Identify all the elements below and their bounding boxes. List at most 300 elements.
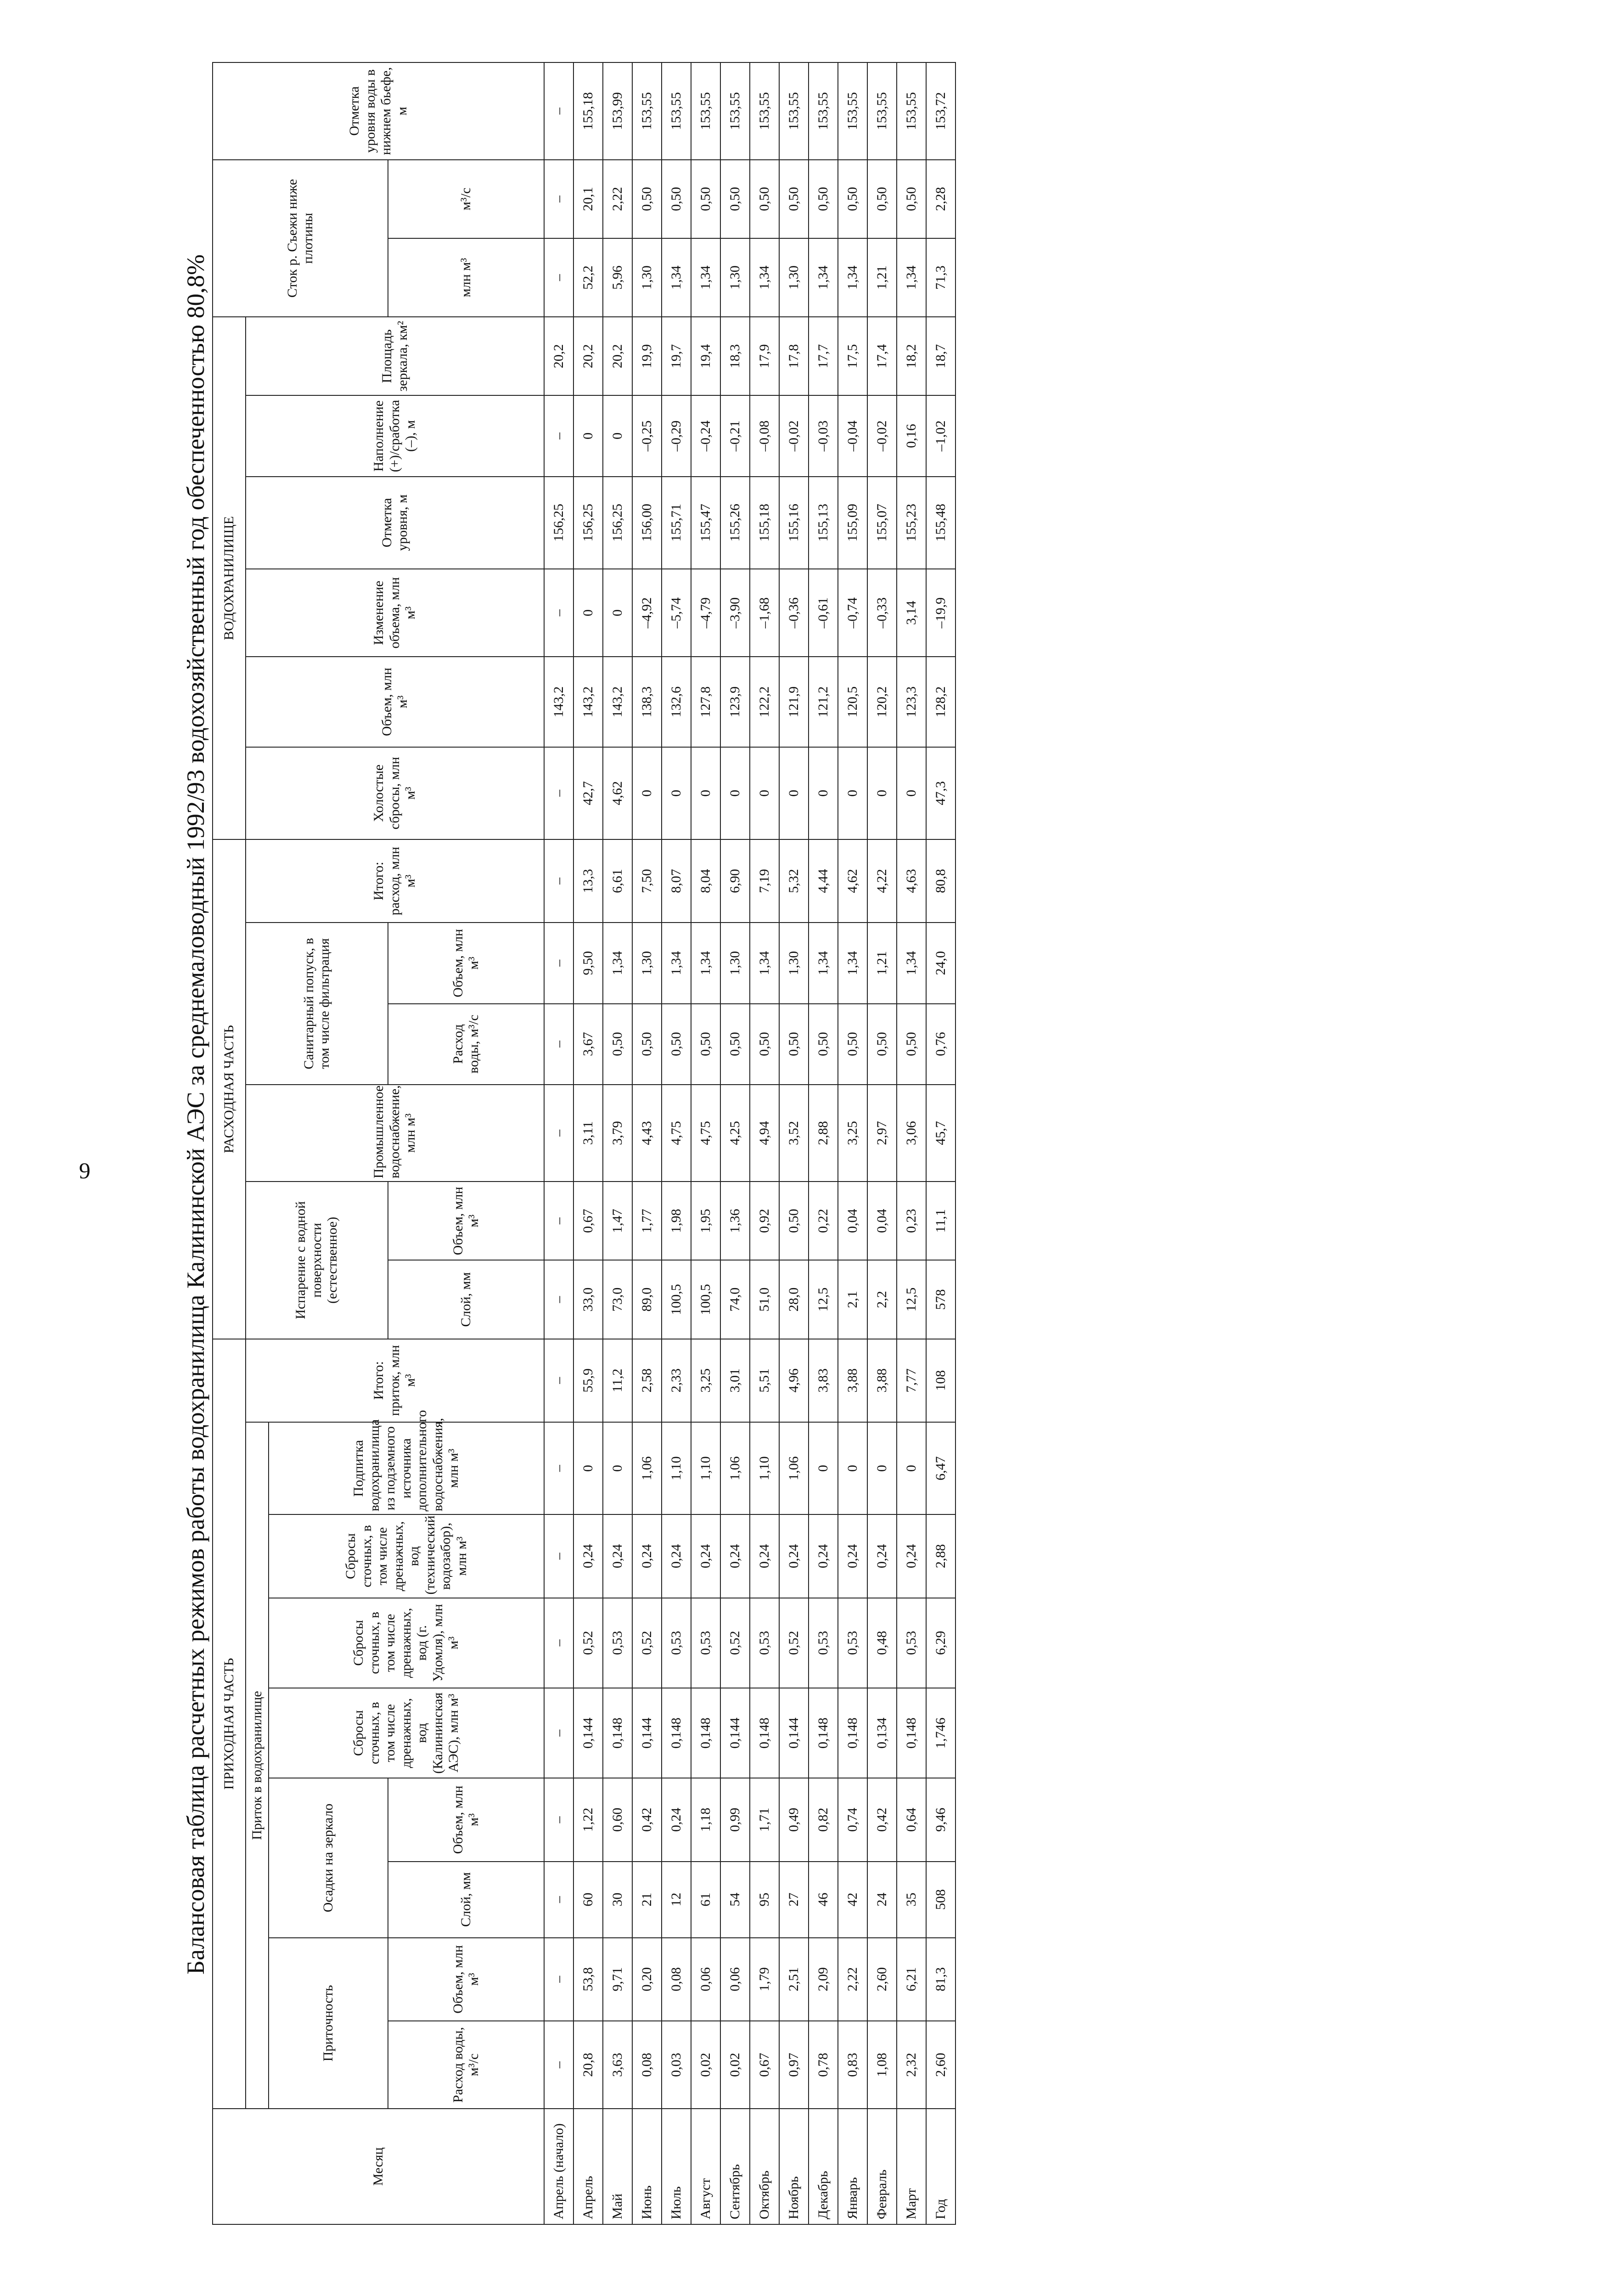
table-cell-ind: 3,79 <box>603 1085 632 1182</box>
table-cell-q: 0,02 <box>691 2021 720 2109</box>
table-cell-vol: 120,2 <box>867 657 897 747</box>
month-cell: Январь <box>838 2109 867 2224</box>
table-cell-dt: 0,24 <box>603 1514 632 1598</box>
table-cell-vol: 127,8 <box>691 657 720 747</box>
table-cell-fd: –0,03 <box>809 395 838 476</box>
table-cell-pl: – <box>544 1862 573 1938</box>
month-cell: Год <box>926 2109 955 2224</box>
table-cell-sq: – <box>544 1004 573 1085</box>
table-cell-sv: 9,50 <box>573 923 603 1003</box>
table-cell-gw: – <box>544 1422 573 1514</box>
header-sanitary-flow: Расход воды, м³/с <box>388 1004 544 1085</box>
header-evap-layer: Слой, мм <box>388 1260 544 1339</box>
table-cell-gw: 0 <box>838 1422 867 1514</box>
header-precip-volume: Объем, млн м³ <box>388 1778 544 1861</box>
table-cell-rq: 2,22 <box>603 160 632 238</box>
table-cell-gw: 1,10 <box>662 1422 691 1514</box>
header-inflow-to-reservoir: Приток в водохранилище <box>246 1422 269 2109</box>
table-cell-rv: 1,34 <box>838 238 867 317</box>
table-cell-ti: 5,51 <box>750 1339 779 1422</box>
table-cell-gw: 1,10 <box>691 1422 720 1514</box>
header-tributary-flow: Расход воды, м³/с <box>388 2021 544 2109</box>
table-cell-fd: 0,16 <box>897 395 926 476</box>
table-cell-dt: 0,24 <box>838 1514 867 1598</box>
table-row <box>779 62 809 2224</box>
table-cell-area: 19,4 <box>691 317 720 395</box>
header-runoff-mln: млн м³ <box>388 238 544 317</box>
table-cell-fd: –0,02 <box>867 395 897 476</box>
header-tributary-volume: Объем, млн м³ <box>388 1938 544 2021</box>
table-cell-sv: 1,30 <box>720 923 750 1003</box>
header-industrial-supply: Промышленное водоснабжение, млн м³ <box>246 1085 544 1182</box>
page-title: Балансовая таблица расчетных режимов работы водохранилища Калининской АЭС за среднемаловодный 1992/93 водохозяйственный год обеспеченностью 80,8% <box>182 254 209 1975</box>
table-cell-dt: 0,24 <box>750 1514 779 1598</box>
header-evap-volume: Объем, млн м³ <box>388 1182 544 1260</box>
table-cell-ind: 2,88 <box>809 1085 838 1182</box>
table-cell-ev: 0,04 <box>867 1182 897 1260</box>
table-cell-pv: 0,24 <box>662 1778 691 1861</box>
table-cell-fd: –0,29 <box>662 395 691 476</box>
table-cell-sq: 0,50 <box>779 1004 809 1085</box>
table-cell-area: 19,7 <box>662 317 691 395</box>
table-cell-pl: 35 <box>897 1862 926 1938</box>
table-cell-el: 28,0 <box>779 1260 809 1339</box>
table-cell-lvl: 155,07 <box>867 477 897 569</box>
table-cell-rv: 1,34 <box>662 238 691 317</box>
table-cell-v: 2,60 <box>867 1938 897 2021</box>
header-discharge-kaes: Сбросы сточных, в том числе дренажных, вод (Калининская АЭС), млн м³ <box>269 1688 544 1778</box>
table-cell-vol: 132,6 <box>662 657 691 747</box>
table-cell-el: 100,5 <box>691 1260 720 1339</box>
table-cell-el: 73,0 <box>603 1260 632 1339</box>
table-cell-el: 2,1 <box>838 1260 867 1339</box>
month-cell: Ноябрь <box>779 2109 809 2224</box>
table-cell-vol: 121,2 <box>809 657 838 747</box>
table-cell-dv: –0,36 <box>779 569 809 657</box>
table-cell-v: 2,22 <box>838 1938 867 2021</box>
table-cell-el: 12,5 <box>897 1260 926 1339</box>
table-cell-rv: 1,21 <box>867 238 897 317</box>
table-cell-dk: 0,144 <box>632 1688 662 1778</box>
table-cell-rv: 71,3 <box>926 238 955 317</box>
table-cell-el: 51,0 <box>750 1260 779 1339</box>
table-cell-idle: 0 <box>809 747 838 839</box>
table-cell-dk: 0,148 <box>838 1688 867 1778</box>
table-row <box>750 62 779 2224</box>
table-cell-rq: 0,50 <box>720 160 750 238</box>
table-cell-v: 1,79 <box>750 1938 779 2021</box>
table-cell-du: 0,53 <box>662 1598 691 1688</box>
table-row <box>926 62 955 2224</box>
header-volume-change: Изменение объема, млн м³ <box>246 569 544 657</box>
table-cell-fd: –0,24 <box>691 395 720 476</box>
table-cell-pv: 1,22 <box>573 1778 603 1861</box>
header-idle-discharge: Холостые сбросы, млн м³ <box>246 747 544 839</box>
table-cell-te: 8,07 <box>662 839 691 923</box>
table-cell-vol: 138,3 <box>632 657 662 747</box>
month-cell: Декабрь <box>809 2109 838 2224</box>
table-cell-rq: 0,50 <box>750 160 779 238</box>
table-cell-dk: 0,148 <box>662 1688 691 1778</box>
table-cell-ti: 3,88 <box>838 1339 867 1422</box>
header-runoff-below-dam: Сток р. Съежи ниже плотины <box>213 160 388 317</box>
header-mirror-area: Площадь зеркала, км² <box>246 317 544 395</box>
table-cell-fd: –0,08 <box>750 395 779 476</box>
header-runoff-m3s: м³/с <box>388 160 544 238</box>
table-cell-sv: 1,34 <box>750 923 779 1003</box>
table-cell-sv: 24,0 <box>926 923 955 1003</box>
table-cell-du: 6,29 <box>926 1598 955 1688</box>
header-sanitary-volume: Объем, млн м³ <box>388 923 544 1003</box>
table-cell-ti: 11,2 <box>603 1339 632 1422</box>
table-cell-pl: 54 <box>720 1862 750 1938</box>
table-cell-sv: 1,21 <box>867 923 897 1003</box>
table-cell-rv: 1,34 <box>897 238 926 317</box>
table-cell-v: – <box>544 1938 573 2021</box>
month-cell: Февраль <box>867 2109 897 2224</box>
table-cell-ev: 0,23 <box>897 1182 926 1260</box>
table-cell-el: 100,5 <box>662 1260 691 1339</box>
table-cell-gw: 1,06 <box>779 1422 809 1514</box>
table-cell-area: 19,9 <box>632 317 662 395</box>
table-cell-pl: 24 <box>867 1862 897 1938</box>
table-cell-idle: 0 <box>838 747 867 839</box>
table-cell-q: 0,78 <box>809 2021 838 2109</box>
table-cell-area: 17,7 <box>809 317 838 395</box>
table-cell-pv: 0,49 <box>779 1778 809 1861</box>
table-cell-dv: 3,14 <box>897 569 926 657</box>
table-cell-pl: 95 <box>750 1862 779 1938</box>
table-cell-rq: 0,50 <box>867 160 897 238</box>
table-row <box>867 62 897 2224</box>
table-cell-lvl: 156,25 <box>573 477 603 569</box>
table-cell-ti: 7,77 <box>897 1339 926 1422</box>
table-cell-du: 0,53 <box>750 1598 779 1688</box>
table-cell-rq: 0,50 <box>779 160 809 238</box>
table-cell-du: 0,53 <box>691 1598 720 1688</box>
table-cell-dt: 0,24 <box>632 1514 662 1598</box>
table-cell-fd: –0,25 <box>632 395 662 476</box>
table-cell-du: 0,53 <box>603 1598 632 1688</box>
table-cell-pl: 42 <box>838 1862 867 1938</box>
table-cell-du: 0,52 <box>720 1598 750 1688</box>
table-cell-idle: 0 <box>691 747 720 839</box>
table-row <box>544 62 573 2224</box>
table-cell-ev: 1,36 <box>720 1182 750 1260</box>
table-cell-ind: 4,94 <box>750 1085 779 1182</box>
table-cell-du: 0,52 <box>632 1598 662 1688</box>
table-cell-area: 17,5 <box>838 317 867 395</box>
table-cell-dk: 0,148 <box>750 1688 779 1778</box>
table-cell-rv: 52,2 <box>573 238 603 317</box>
table-cell-v: 53,8 <box>573 1938 603 2021</box>
table-cell-idle: 4,62 <box>603 747 632 839</box>
table-cell-dt: 0,24 <box>809 1514 838 1598</box>
table-cell-te: 13,3 <box>573 839 603 923</box>
table-cell-rq: – <box>544 160 573 238</box>
table-cell-dk: 0,144 <box>779 1688 809 1778</box>
table-cell-sq: 0,50 <box>897 1004 926 1085</box>
table-cell-idle: 0 <box>662 747 691 839</box>
table-cell-pl: 46 <box>809 1862 838 1938</box>
table-cell-pv: 0,64 <box>897 1778 926 1861</box>
table-cell-dv: –0,61 <box>809 569 838 657</box>
table-cell-te: 5,32 <box>779 839 809 923</box>
table-cell-lvl: 155,48 <box>926 477 955 569</box>
table-cell-ind: 4,75 <box>691 1085 720 1182</box>
table-cell-area: 20,2 <box>573 317 603 395</box>
table-cell-idle: 47,3 <box>926 747 955 839</box>
table-row <box>691 62 720 2224</box>
table-cell-pl: 508 <box>926 1862 955 1938</box>
balance-table <box>212 62 956 2225</box>
month-cell: Март <box>897 2109 926 2224</box>
table-cell-lvl: 156,25 <box>544 477 573 569</box>
table-cell-area: 17,9 <box>750 317 779 395</box>
table-row <box>897 62 926 2224</box>
table-cell-ind: – <box>544 1085 573 1182</box>
table-cell-sv: – <box>544 923 573 1003</box>
table-cell-rv: 1,34 <box>691 238 720 317</box>
table-cell-ev: 0,67 <box>573 1182 603 1260</box>
table-cell-lp: 153,99 <box>603 62 632 160</box>
table-cell-q: 1,08 <box>867 2021 897 2109</box>
header-fill-drawdown: Наполнение (+)/сработка (–), м <box>246 395 544 476</box>
table-cell-rv: – <box>544 238 573 317</box>
table-cell-rv: 1,30 <box>720 238 750 317</box>
table-cell-pl: 21 <box>632 1862 662 1938</box>
table-cell-lvl: 156,25 <box>603 477 632 569</box>
table-cell-dv: –0,33 <box>867 569 897 657</box>
table-cell-lp: 153,55 <box>897 62 926 160</box>
table-cell-dk: 0,148 <box>809 1688 838 1778</box>
table-cell-lvl: 156,00 <box>632 477 662 569</box>
table-cell-dt: 0,24 <box>573 1514 603 1598</box>
header-total-inflow: Итого: приток, млн м³ <box>246 1339 544 1422</box>
table-cell-vol: 121,9 <box>779 657 809 747</box>
table-cell-dk: – <box>544 1688 573 1778</box>
table-cell-ind: 3,11 <box>573 1085 603 1182</box>
table-cell-q: 0,83 <box>838 2021 867 2109</box>
table-cell-sq: 3,67 <box>573 1004 603 1085</box>
table-cell-du: 0,53 <box>897 1598 926 1688</box>
table-cell-dv: 0 <box>573 569 603 657</box>
table-cell-sv: 1,34 <box>691 923 720 1003</box>
table-cell-ind: 4,43 <box>632 1085 662 1182</box>
table-cell-dt: 0,24 <box>779 1514 809 1598</box>
table-cell-sq: 0,50 <box>691 1004 720 1085</box>
table-cell-fd: –1,02 <box>926 395 955 476</box>
month-cell: Апрель (начало) <box>544 2109 573 2224</box>
header-tributary: Приточность <box>269 1938 388 2109</box>
table-cell-ti: 3,83 <box>809 1339 838 1422</box>
table-cell-gw: 0 <box>809 1422 838 1514</box>
table-cell-rq: 0,50 <box>632 160 662 238</box>
header-evaporation: Испарение с водной поверхности (естественное) <box>246 1182 388 1339</box>
table-cell-lvl: 155,18 <box>750 477 779 569</box>
table-cell-ti: 108 <box>926 1339 955 1422</box>
table-cell-ind: 4,75 <box>662 1085 691 1182</box>
balance-table-container <box>212 62 956 2225</box>
table-cell-dv: –3,90 <box>720 569 750 657</box>
table-cell-te: 4,62 <box>838 839 867 923</box>
table-cell-lp: 153,55 <box>838 62 867 160</box>
header-month: Месяц <box>213 2109 544 2224</box>
header-precip: Осадки на зеркало <box>269 1778 388 1937</box>
table-cell-fd: –0,02 <box>779 395 809 476</box>
table-cell-pl: 12 <box>662 1862 691 1938</box>
table-cell-dv: – <box>544 569 573 657</box>
table-cell-v: 0,20 <box>632 1938 662 2021</box>
table-cell-te: 6,61 <box>603 839 632 923</box>
header-expense-part: РАСХОДНАЯ ЧАСТЬ <box>213 839 246 1339</box>
table-cell-gw: 0 <box>867 1422 897 1514</box>
table-cell-idle: 42,7 <box>573 747 603 839</box>
table-cell-dv: –1,68 <box>750 569 779 657</box>
table-cell-sq: 0,50 <box>720 1004 750 1085</box>
table-cell-lvl: 155,26 <box>720 477 750 569</box>
table-cell-ev: 1,47 <box>603 1182 632 1260</box>
table-cell-fd: –0,04 <box>838 395 867 476</box>
header-volume: Объем, млн м³ <box>246 657 544 747</box>
table-cell-lvl: 155,16 <box>779 477 809 569</box>
table-cell-dt: – <box>544 1514 573 1598</box>
table-cell-lvl: 155,09 <box>838 477 867 569</box>
table-cell-q: 20,8 <box>573 2021 603 2109</box>
table-cell-sv: 1,34 <box>809 923 838 1003</box>
table-cell-te: 80,8 <box>926 839 955 923</box>
table-cell-sq: 0,50 <box>867 1004 897 1085</box>
table-cell-dv: 0 <box>603 569 632 657</box>
table-cell-lvl: 155,23 <box>897 477 926 569</box>
month-cell: Июнь <box>632 2109 662 2224</box>
table-cell-ti: 3,88 <box>867 1339 897 1422</box>
table-cell-ti: 2,58 <box>632 1339 662 1422</box>
table-cell-rv: 1,30 <box>779 238 809 317</box>
page-number: 9 <box>79 1158 90 1183</box>
table-cell-pv: – <box>544 1778 573 1861</box>
header-discharge-udomlya: Сбросы сточных, в том числе дренажных, вод (г. Удомля), млн м³ <box>269 1598 544 1688</box>
table-cell-idle: 0 <box>897 747 926 839</box>
table-cell-dt: 0,24 <box>662 1514 691 1598</box>
table-cell-ind: 3,25 <box>838 1085 867 1182</box>
table-row <box>838 62 867 2224</box>
table-cell-vol: 123,3 <box>897 657 926 747</box>
table-cell-q: 0,08 <box>632 2021 662 2109</box>
table-cell-fd: – <box>544 395 573 476</box>
table-cell-sv: 1,34 <box>838 923 867 1003</box>
table-cell-pv: 9,46 <box>926 1778 955 1861</box>
table-cell-q: 0,97 <box>779 2021 809 2109</box>
table-cell-el: 33,0 <box>573 1260 603 1339</box>
table-cell-v: 0,06 <box>691 1938 720 2021</box>
table-cell-lp: 153,55 <box>691 62 720 160</box>
table-cell-sq: 0,50 <box>632 1004 662 1085</box>
table-cell-du: 0,52 <box>779 1598 809 1688</box>
table-cell-area: 20,2 <box>603 317 632 395</box>
month-cell: Апрель <box>573 2109 603 2224</box>
table-cell-idle: 0 <box>779 747 809 839</box>
table-cell-v: 0,06 <box>720 1938 750 2021</box>
table-cell-ind: 45,7 <box>926 1085 955 1182</box>
table-cell-idle: 0 <box>750 747 779 839</box>
table-cell-te: – <box>544 839 573 923</box>
table-cell-ti: – <box>544 1339 573 1422</box>
table-cell-dk: 0,134 <box>867 1688 897 1778</box>
table-row <box>632 62 662 2224</box>
table-cell-sq: 0,76 <box>926 1004 955 1085</box>
table-cell-ti: 55,9 <box>573 1339 603 1422</box>
table-cell-lp: 153,55 <box>662 62 691 160</box>
table-cell-rq: 20,1 <box>573 160 603 238</box>
table-cell-q: 0,02 <box>720 2021 750 2109</box>
table-cell-gw: 0 <box>603 1422 632 1514</box>
table-cell-dv: –0,74 <box>838 569 867 657</box>
table-cell-rv: 5,96 <box>603 238 632 317</box>
table-cell-pv: 0,42 <box>632 1778 662 1861</box>
table-cell-lp: – <box>544 62 573 160</box>
table-cell-dv: –5,74 <box>662 569 691 657</box>
table-cell-sq: 0,50 <box>750 1004 779 1085</box>
table-row <box>573 62 603 2224</box>
table-cell-ind: 4,25 <box>720 1085 750 1182</box>
table-cell-vol: 143,2 <box>544 657 573 747</box>
table-row <box>809 62 838 2224</box>
table-cell-dt: 2,88 <box>926 1514 955 1598</box>
table-cell-rq: 0,50 <box>662 160 691 238</box>
table-cell-idle: 0 <box>632 747 662 839</box>
table-cell-sq: 0,50 <box>603 1004 632 1085</box>
table-cell-vol: 128,2 <box>926 657 955 747</box>
table-cell-vol: 123,9 <box>720 657 750 747</box>
table-cell-lp: 153,55 <box>632 62 662 160</box>
table-cell-du: 0,53 <box>809 1598 838 1688</box>
table-cell-sq: 0,50 <box>662 1004 691 1085</box>
table-cell-q: 2,60 <box>926 2021 955 2109</box>
table-cell-gw: 1,06 <box>632 1422 662 1514</box>
table-cell-ev: 11,1 <box>926 1182 955 1260</box>
table-cell-dv: –4,79 <box>691 569 720 657</box>
table-cell-te: 7,50 <box>632 839 662 923</box>
table-cell-du: 0,52 <box>573 1598 603 1688</box>
table-cell-gw: 0 <box>573 1422 603 1514</box>
table-cell-sq: 0,50 <box>838 1004 867 1085</box>
table-cell-ev: 0,92 <box>750 1182 779 1260</box>
table-cell-el: – <box>544 1260 573 1339</box>
table-cell-pl: 30 <box>603 1862 632 1938</box>
table-cell-ev: 0,04 <box>838 1182 867 1260</box>
month-cell: Май <box>603 2109 632 2224</box>
table-cell-dk: 0,144 <box>573 1688 603 1778</box>
table-cell-rv: 1,34 <box>750 238 779 317</box>
table-cell-v: 0,08 <box>662 1938 691 2021</box>
table-cell-te: 8,04 <box>691 839 720 923</box>
month-cell: Август <box>691 2109 720 2224</box>
table-cell-ti: 4,96 <box>779 1339 809 1422</box>
table-cell-lp: 153,72 <box>926 62 955 160</box>
table-cell-rq: 2,28 <box>926 160 955 238</box>
table-cell-el: 89,0 <box>632 1260 662 1339</box>
table-cell-du: 0,48 <box>867 1598 897 1688</box>
table-cell-ev: 0,50 <box>779 1182 809 1260</box>
table-cell-q: 0,67 <box>750 2021 779 2109</box>
table-cell-dk: 1,746 <box>926 1688 955 1778</box>
table-cell-pv: 0,60 <box>603 1778 632 1861</box>
table-cell-v: 2,51 <box>779 1938 809 2021</box>
header-lower-pool-level: Отметка уровня воды в нижнем бьефе, м <box>213 62 544 160</box>
table-cell-vol: 143,2 <box>603 657 632 747</box>
table-cell-rv: 1,34 <box>809 238 838 317</box>
